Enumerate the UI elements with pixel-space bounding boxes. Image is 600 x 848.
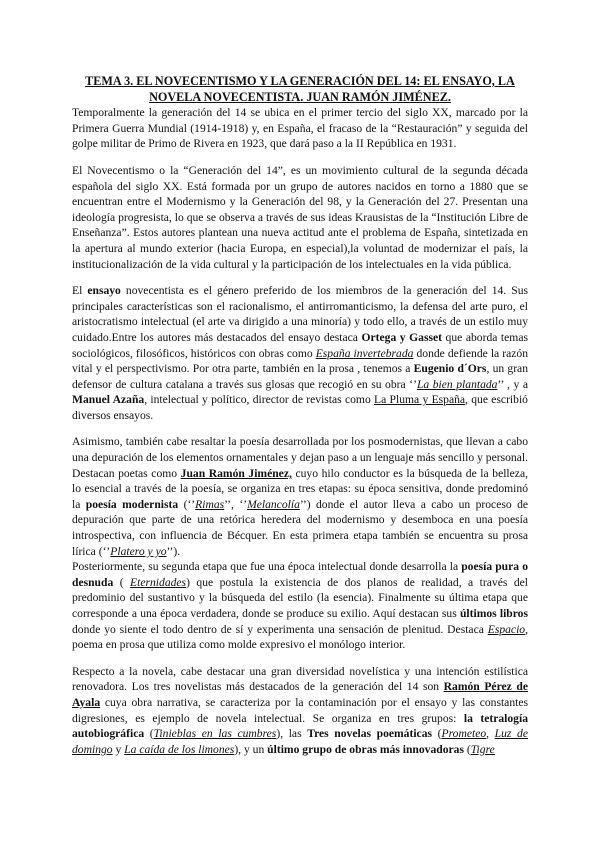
paragraph-etapas: Posteriormente, su segunda etapa que fue una época intelectual donde desarrolla la poesía pura o desnuda ( Eternidades) que postula la existencia de dos planos de realidad, a través del predominio del sustantivo y la búsqueda del estilo (la esencia). Finalmente su última etapa que corresponde a una época verdadera, donde se produce su exilio. Aquí destacan sus últimos libros donde yo siente el todo dentro de sí y experimenta una sensación de plenitud. Destaca Espacio, poema en prosa que utiliza como molde expresivo el monólogo interior.	[72, 560, 528, 652]
author-ortega: Ortega y Gasset	[361, 330, 442, 344]
work-tinieblas: Tinieblas en las cumbres	[153, 727, 277, 741]
term-tetralogia: la tetralogía autobiográfica	[72, 711, 528, 741]
paragraph-poesia: Asimismo, también cabe resaltar la poesía desarrollada por los posmodernistas, que llevan a cabo una depuración de los elementos ornamentales y dejan paso a un lenguaje más sencillo y personal. Destacan poetas como Juan Ramón Jiménez, cuyo hilo conductor es la búsqueda de la belleza, lo esencial a través de la poesía, se organiza en tres etapas: su época sensitiva, donde predominó la poesía modernista (‘’Rimas’’, ‘’Melancolía’’) donde el autor lleva a cabo un proceso de depuración que parte de una retórica heredera del modernismo y desemboca en una poesía introspectiva, con influencia de Bécquer. En esta primera etapa también se encuentra su prosa lírica (‘’Platero y yo’’).	[72, 435, 529, 558]
paragraph-context: Temporalmente la generación del 14 se ubica en el primer tercio del siglo XX, marcado por la Primera Guerra Mundial (1914-1918) y, en España, el fracaso de la “Restauración” y seguida del golpe militar de Primo de Rivera en 1923, que dará paso a la II República en 1931.	[72, 106, 528, 151]
paragraph-ensayo: El ensayo novecentista es el género preferido de los miembros de la generación del 14. Sus principales características son el racionalismo, el antirromanticismo, la defensa del arte puro, el aristocratismo intelectual (el arte va dirigido a una minoría) y todo ello, a través de un estilo muy cuidado.Entre los autores más destacados del ensayo destaca Ortega y Gasset que aborda temas sociológicos, filosóficos, históricos con obras como España invertebrada donde defiende la razón vital y el perspectivismo. Por otra parte, también en la prosa , tenemos a Eugenio d´Ors, un gran defensor de cultura catalana a través sus glosas que recogió en su obra ‘’La bien plantada’’ , y a Manuel Azaña, intelectual y político, director de revistas como La Pluma y España, que escribió diversos ensayos.	[72, 284, 528, 422]
term-ultimo-grupo: último grupo de obras más innovadoras	[267, 742, 464, 756]
work-pluma-espana: La Pluma y España	[374, 393, 466, 407]
author-juan-ramon: Juan Ramón Jiménez,	[180, 466, 292, 480]
work-luz-domingo: Luz de domingo	[72, 727, 528, 756]
term-poesia-pura: poesía pura o desnuda	[72, 560, 528, 589]
work-platero: Platero y yo	[110, 544, 167, 558]
term-poesia-modernista: poesía modernista	[85, 497, 179, 511]
term-tres-novelas: Tres novelas poemáticas	[307, 727, 433, 741]
author-azana: Manuel Azaña	[72, 393, 145, 407]
work-espacio: Espacio	[487, 622, 526, 636]
author-perez-ayala: Ramón Pérez de Ayala	[72, 680, 528, 709]
paragraph-novela: Respecto a la novela, cabe destacar una gran diversidad novelística y una intención estilística renovadora. Los tres novelistas más destacados de la generación del 14 son Ramón Pérez de Ayala cuya obra narrativa, se caracteriza por la contaminación por el ensayo y las constantes digresiones, es ejemplo de novela intelectual. Se organiza en tres grupos: la tetralogía autobiográfica (Tinieblas en las cumbres), las Tres novelas poemáticas (Prometeo, Luz de domingo y La caída de los limones), y un último grupo de obras más innovadoras (Tigre	[72, 664, 528, 756]
document-page	[72, 74, 528, 768]
work-caida-limones: La caída de los limones	[124, 742, 235, 756]
paragraph-novecentismo: El Novecentismo o la “Generación del 14”, es un movimiento cultural de la segunda década española del siglo XX. Está formada por un grupo de autores nacidos en torno a 1880 que se encuentran entre el Modernismo y la Generación del 98, y la Generación del 27. Presentan una ideología progresista, lo que se observa a través de sus ideas Krausistas de la “Institución Libre de Enseñanza”. Estos autores plantean una nueva actitud ante el problema de España, sintetizada en la apertura al mundo exterior (hacia Europa, en especial),la voluntad de modernizar el país, la institucionalización de la vida cultural y la participación de los intelectuales en la vida pública.	[72, 163, 528, 271]
work-tigre: Tigre	[470, 742, 495, 756]
work-rimas: Rimas	[195, 497, 225, 511]
page-title: TEMA 3. EL NOVECENTISMO Y LA GENERACIÓN DEL 14: EL ENSAYO, LA NOVELA NOVECENTISTA. JUAN RAMÓN JIMÉNEZ.	[85, 74, 515, 104]
work-eternidades: Eternidades	[130, 575, 187, 589]
term-ensayo: ensayo	[87, 284, 121, 298]
term-ultimos-libros: últimos libros	[459, 607, 528, 620]
work-bien-plantada: La bien plantada	[416, 377, 498, 391]
work-espana-invertebrada: España invertebrada	[315, 346, 414, 360]
work-prometeo: Prometeo	[441, 727, 487, 741]
work-melancolia: Melancolía	[247, 497, 300, 511]
author-dors: Eugenio d´Ors	[413, 362, 487, 376]
